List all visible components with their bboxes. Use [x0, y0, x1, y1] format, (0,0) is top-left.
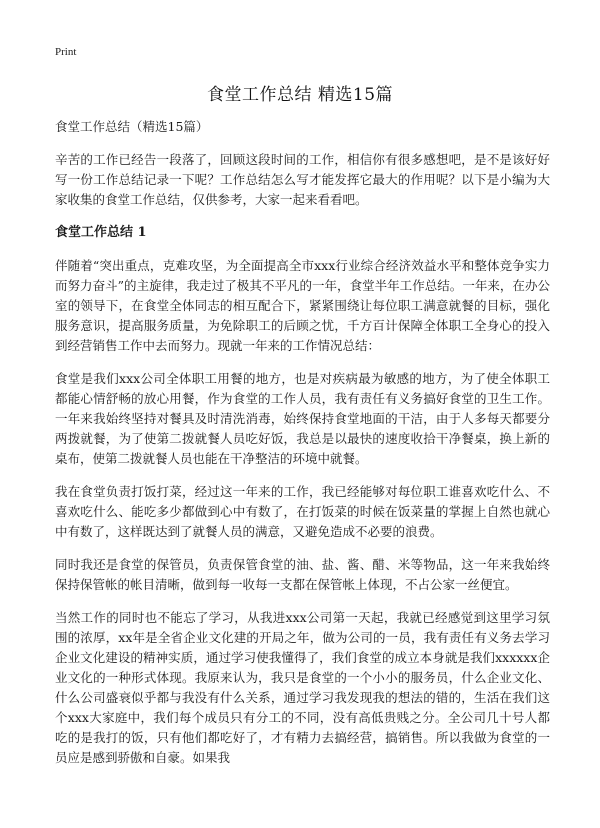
document-body — [55, 117, 550, 781]
print-link[interactable]: Print — [55, 46, 77, 58]
body-paragraph: 我在食堂负责打饭打菜，经过这一年来的工作，我已经能够对每位职工谁喜欢吃什么、不喜欢吃什么、能吃多少都做到心中有数了，在打饭菜的时候在饭菜量的掌握上自然也就心中有数了，这样既达到了就餐人员的满意，又避免造成不必要的浪费。 — [55, 484, 550, 539]
section-heading: 食堂工作总结 1 — [55, 225, 147, 240]
document-title: 食堂工作总结 精选15篇 — [206, 85, 394, 105]
body-paragraph: 伴随着“突出重点，克难攻坚，为全面提高全市xxx行业综合经济效益水平和整体竞争实力而努力奋斗”的主旋律，我走过了极其不平凡的一年，食堂半年工作总结。一年来，在办公室的领导下，在食堂全体同志的相互配合下，紧紧围绕让每位职工满意就餐的目标，强化服务意识，提高服务质量，为免除职工的后顾之忧，千方百计保障全体职工全身心的投入到经营销售工作中去而努力。现就一年来的工作情况总结： — [55, 258, 550, 353]
body-paragraph: 当然工作的同时也不能忘了学习，从我进xxx公司第一天起，我就已经感觉到这里学习氛围的浓厚，xx年是全省企业文化建的开局之年，做为公司的一员，我有责任有义务去学习企业文化建设的精神实质，通过学习使我懂得了，我们食堂的成立本身就是我们xxxxxx企业文化的一种形式体现。我原来认为，我只是食堂的一个小小的服务员，什么企业文化、什么公司盛衰似乎都与我没有什么关系，通过学习我发现我的想法的错的，生活在我们这个xxx大家庭中，我们每个成员只有分工的不同，没有高低贵贱之分。全公司几十号人都吃的是我打的饭，只有他们都吃好了，才有精力去搞经营，搞销售。所以我做为食堂的一员应是感到骄傲和自豪。如果我 — [55, 610, 550, 765]
body-paragraph: 食堂是我们xxx公司全体职工用餐的地方，也是对疾病最为敏感的地方，为了使全体职工都能心情舒畅的放心用餐，作为食堂的工作人员，我有责任有义务搞好食堂的卫生工作。一年来我始终坚持对餐具及时清洗消毒，始终保持食堂地面的干洁，由于人多每天都要分两拨就餐，为了使第二拨就餐人员吃好饭，我总是以最快的速度收拾干净餐桌，换上新的桌布，使第二拨就餐人员也能在干净整洁的环境中就餐。 — [55, 371, 550, 466]
body-paragraph: 同时我还是食堂的保管员，负责保管食堂的油、盐、酱、醋、米等物品，这一年来我始终保持保管帐的帐目清晰，做到每一收每一支都在保管帐上体现，不占公家一丝便宜。 — [55, 557, 550, 592]
intro-paragraph: 辛苦的工作已经告一段落了，回顾这段时间的工作，相信你有很多感想吧，是不是该好好写一份工作总结记录一下呢？工作总结怎么写才能发挥它最大的作用呢？以下是小编为大家收集的食堂工作总结，仅供参考，大家一起来看看吧。 — [55, 152, 550, 207]
document-subtitle: 食堂工作总结（精选15篇） — [55, 119, 209, 134]
